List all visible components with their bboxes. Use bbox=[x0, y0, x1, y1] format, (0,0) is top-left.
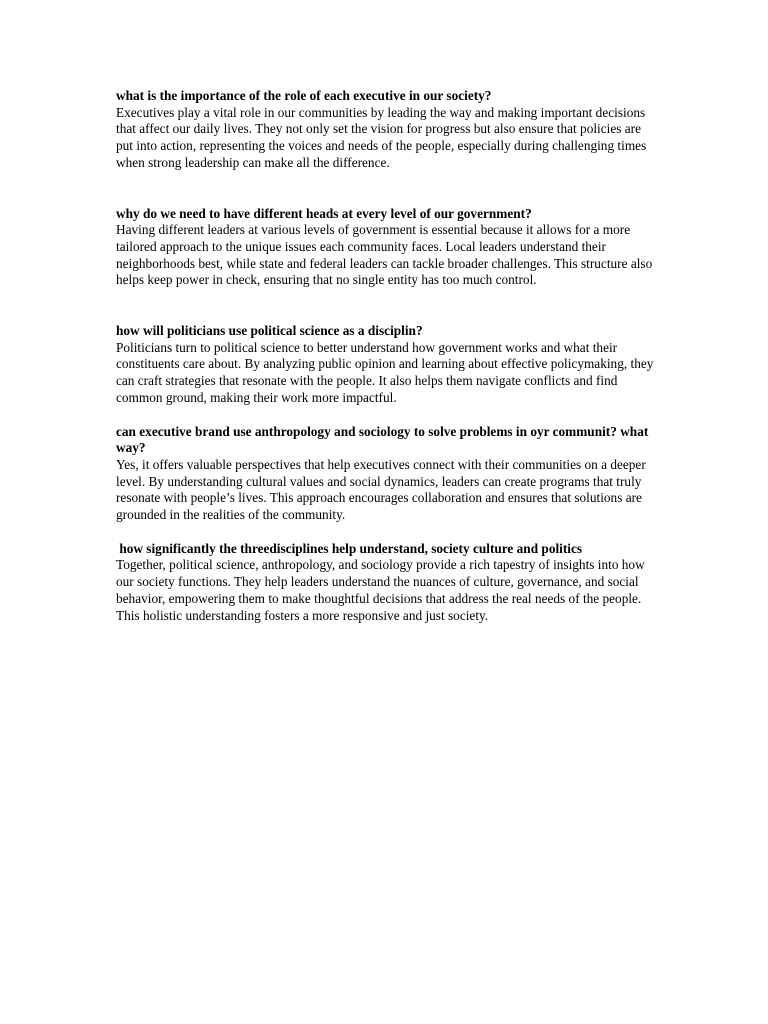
question-heading: can executive brand use anthropology and sociology to solve problems in oyr communit? what way? bbox=[116, 423, 652, 456]
section-spacer bbox=[116, 524, 656, 541]
answer-paragraph: Executives play a vital role in our communities by leading the way and making important decisions that affect our daily lives. They not only set the vision for progress but also ensure that policies are put into action, representing the voices and needs of the people, especially during challenging times when strong leadership can make all the difference. bbox=[116, 104, 647, 170]
question-heading: how will politicians use political science as a disciplin? bbox=[116, 323, 423, 339]
answer-paragraph: Yes, it offers valuable perspectives that help executives connect with their communities on a deeper level. By understanding cultural values and social dynamics, leaders can create programs that truly resonate with people’s lives. This approach encourages collaboration and ensures that solutions are grounded in the realities of the community. bbox=[116, 456, 646, 523]
qa-section-3 bbox=[116, 323, 656, 407]
section-spacer bbox=[116, 407, 656, 424]
question-heading: why do we need to have different heads at every level of our government? bbox=[116, 205, 532, 221]
qa-section-1 bbox=[116, 88, 656, 172]
answer-paragraph: Having different leaders at various levels of government is essential because it allows for a more tailored approach to the unique issues each community faces. Local leaders understand their neighborhoods best, while state and federal leaders can tackle broader challenges. This structure also helps keep power in check, ensuring that no single entity has too much control. bbox=[116, 222, 653, 288]
question-heading: how significantly the threedisciplines help understand, society culture and politics bbox=[116, 540, 583, 556]
section-spacer bbox=[116, 289, 656, 323]
qa-section-2 bbox=[116, 206, 656, 290]
answer-paragraph: Politicians turn to political science to better understand how government works and what their constituents care about. By analyzing public opinion and learning about effective policymaking, they can craft strategies that resonate with the people. It also helps them navigate conflicts and find common ground, making their work more impactful. bbox=[116, 339, 654, 405]
document-page bbox=[116, 88, 656, 624]
answer-paragraph: Together, political science, anthropology, and sociology provide a rich tapestry of insights into how our society functions. They help leaders understand the nuances of culture, governance, and social behavior, empowering them to make thoughtful decisions that address the real needs of the people. This holistic understanding fosters a more responsive and just society. bbox=[116, 557, 645, 623]
qa-section-5 bbox=[116, 541, 656, 625]
question-heading: what is the importance of the role of each executive in our society? bbox=[116, 88, 492, 103]
section-spacer bbox=[116, 172, 656, 206]
qa-section-4 bbox=[116, 424, 656, 524]
